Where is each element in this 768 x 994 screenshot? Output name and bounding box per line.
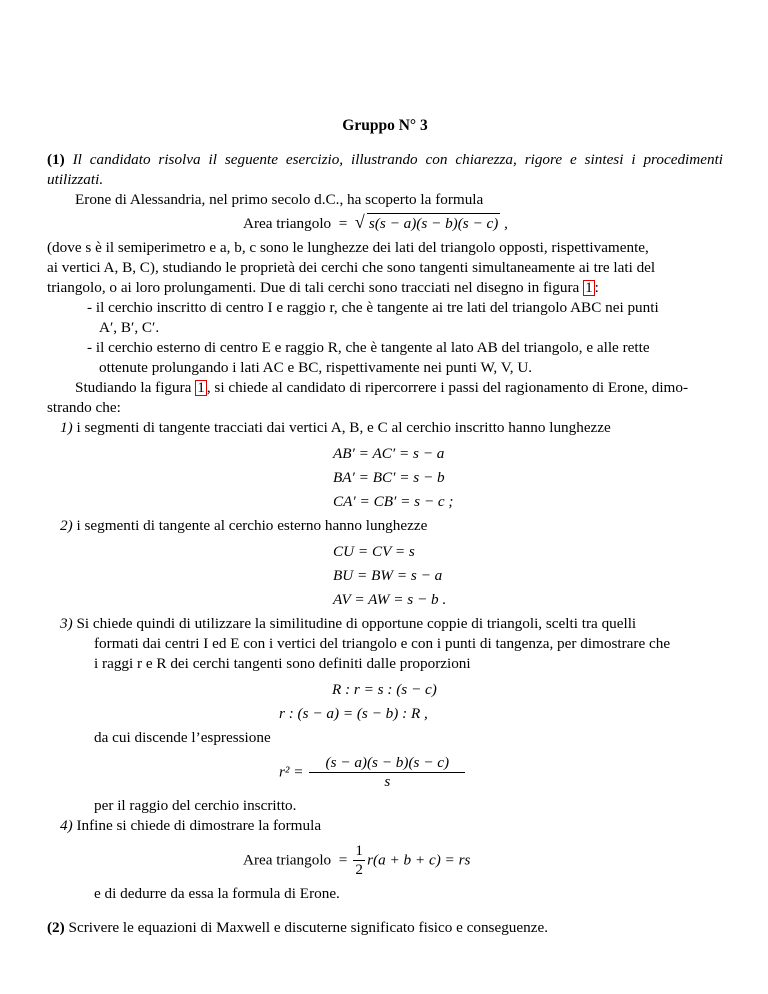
figure-ref-link-2[interactable]: 1 <box>197 379 205 396</box>
page-title: Gruppo N° 3 <box>342 117 428 134</box>
q2-text: Scrivere le equazioni di Maxwell e discuterne significato fisico e conseguenze. <box>68 919 549 936</box>
half-fraction <box>353 842 365 879</box>
item-4-end: e di dedurre da essa la formula di Erone. <box>94 885 340 902</box>
eq1-line-3: CA′ = CB′ = s − c ; <box>333 493 454 510</box>
item-3-line-1: 3) Si chiede quindi di utilizzare la similitudine di opportune coppie di triangoli, scelti tra quelli <box>60 615 637 632</box>
item-1 <box>60 418 736 438</box>
formula-label: Area triangolo <box>243 215 332 232</box>
eq1-line-2: BA′ = BC′ = s − b <box>333 469 445 486</box>
item-4-text: Infine si chiede di dimostrare la formula <box>76 817 322 834</box>
paragraph-line-2: ai vertici A, B, C), studiando le proprietà dei cerchi che sono tangenti simultaneamente ai tre lati del <box>47 259 656 276</box>
q1-intro <box>47 150 723 190</box>
item-2 <box>60 516 736 536</box>
paragraph-line-3: triangolo, o ai loro prolungamenti. Due di tali cerchi sono tracciati nel disegno in figura 1 : <box>47 279 599 296</box>
eq2-line-1: CU = CV = s <box>333 543 415 560</box>
item-2-label: 2) <box>60 517 73 534</box>
r2-lhs: r² = <box>279 763 304 781</box>
eq1-line-1: AB′ = AC′ = s − a <box>333 445 445 462</box>
area-rs-formula: Area triangolo = $\frac{1}{2}$ r(a + b + c) = rs <box>243 842 471 878</box>
item-4 <box>60 816 736 836</box>
item-2-text: i segmenti di tangente al cerchio esterno hanno lunghezze <box>76 517 428 534</box>
r2-numerator: (s − a)(s − b)(s − c) <box>325 754 450 771</box>
paragraph-line-1: (dove s è il semiperimetro e a, b, c sono le lunghezze dei lati del triangolo opposti, rispettivamente, <box>47 239 649 256</box>
area2-rest: r(a + b + c) = rs <box>367 851 471 869</box>
study-line-1: Studiando la figura 1 , si chiede al candidato di ripercorrere i passi del ragionamento di Erone, dimo- <box>75 379 688 396</box>
heron-formula: Area triangolo = √ s(s − a)(s − b)(s − c) , <box>243 212 508 232</box>
q2 <box>47 918 723 938</box>
sqrt-expression: √ s(s − a)(s − b)(s − c) <box>354 212 499 232</box>
item-3-line-2: formati dai centri I ed E con i vertici del triangolo e con i punti di tangenza, per dimostrare che <box>94 635 671 652</box>
item-3-line-3: i raggi r e R dei cerchi tangenti sono definiti dalle proporzioni <box>94 655 471 672</box>
item-1-text: i segmenti di tangente tracciati dai vertici A, B, e C al cerchio inscritto hanno lunghezze <box>76 419 611 436</box>
bullet-incircle-line-2: A′, B′, C′. <box>99 319 160 336</box>
r-squared-formula <box>279 754 467 791</box>
eq2-line-3: AV = AW = s − b . <box>333 591 447 608</box>
r2-denominator: s <box>309 772 465 791</box>
bullet-excircle-line-1: - il cerchio esterno di centro E e raggio R, che è tangente al lato AB del triangolo, e alle rette <box>87 339 650 356</box>
sentence-1: Erone di Alessandria, nel primo secolo d.C., ha scoperto la formula <box>75 191 484 208</box>
item-3-end: per il raggio del cerchio inscritto. <box>94 797 297 814</box>
item-3-label: 3) <box>60 615 73 632</box>
area2-label: Area triangolo <box>243 851 332 869</box>
bullet-incircle-line-1: - il cerchio inscritto di centro I e raggio r, che è tangente ai tre lati del triangolo ABC nei punti <box>87 299 659 316</box>
r2-fraction <box>309 754 465 791</box>
q1-intro-text: Il candidato risolva il seguente esercizio, illustrando con chiarezza, rigore e sintesi i procedimenti utilizzati. <box>47 151 724 188</box>
item-4-label: 4) <box>60 817 73 834</box>
study-line-2: strando che: <box>47 399 121 416</box>
figure-ref-link[interactable]: 1 <box>585 279 593 296</box>
half-denominator: 2 <box>353 860 365 879</box>
bullet-excircle-line-2: ottenute prolungando i lati AC e BC, rispettivamente nei punti W, V, U. <box>99 359 533 376</box>
eq2-line-2: BU = BW = s − a <box>333 567 443 584</box>
q2-number: (2) <box>47 919 65 936</box>
item-3-after: da cui discende l’espressione <box>94 729 271 746</box>
q1-number: (1) <box>47 151 65 168</box>
eq3-line-1: R : r = s : (s − c) <box>332 681 437 698</box>
item-1-label: 1) <box>60 419 73 436</box>
eq3-line-2: r : (s − a) = (s − b) : R , <box>279 705 428 722</box>
half-numerator: 1 <box>355 842 363 859</box>
